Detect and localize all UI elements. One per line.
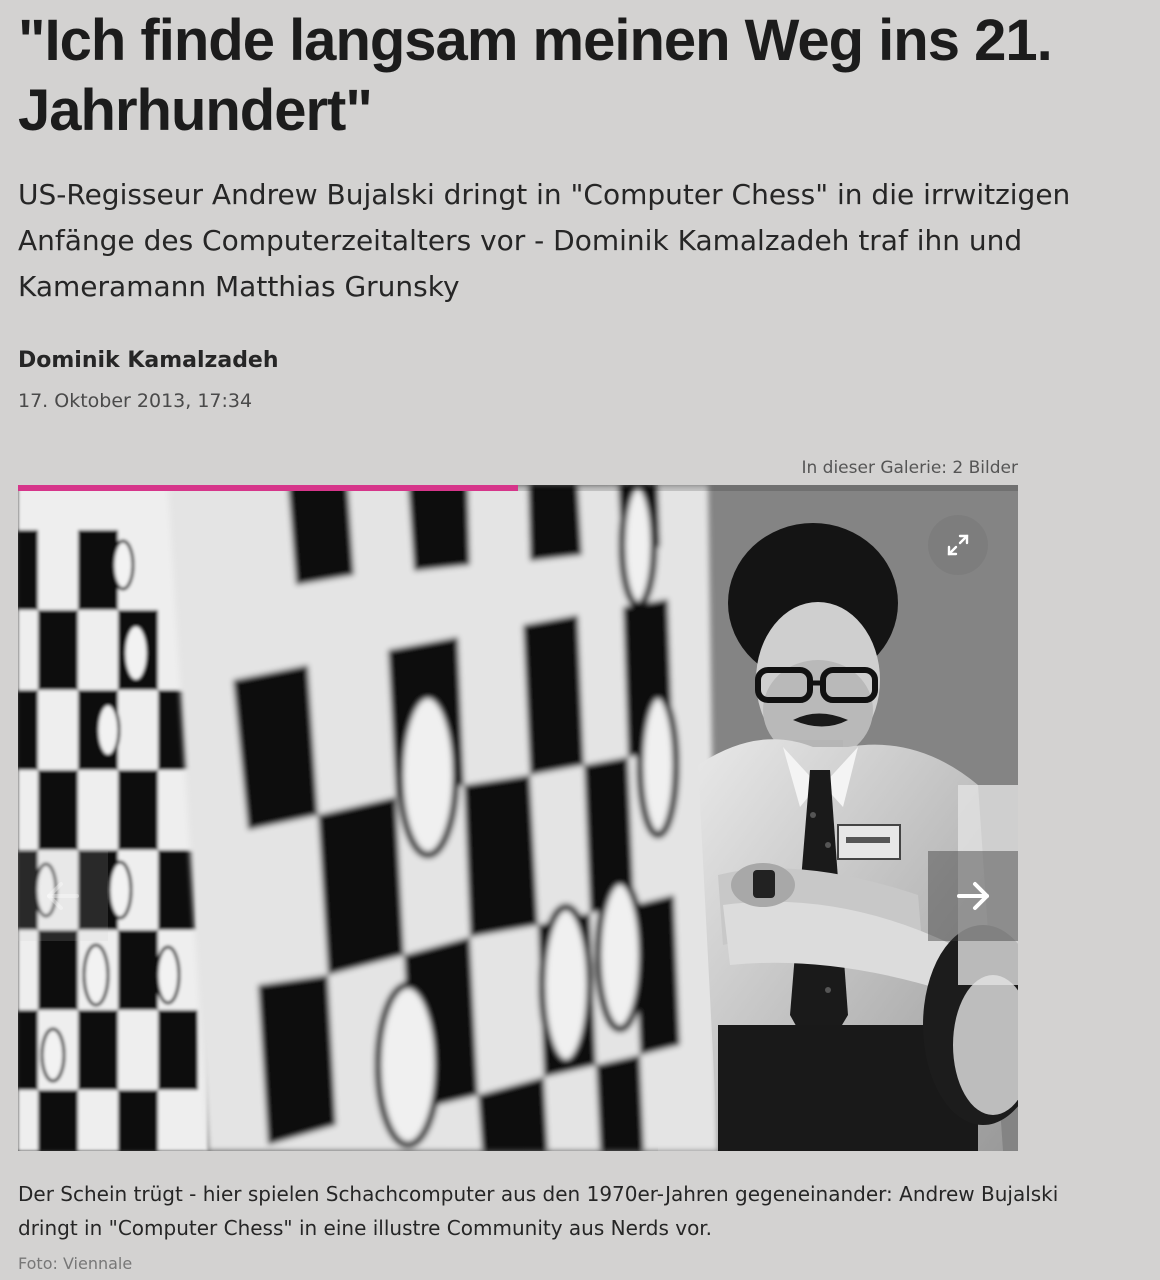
author-link[interactable]: Dominik Kamalzadeh (18, 348, 279, 373)
article-subline: US-Regisseur Andrew Bujalski dringt in "Computer Chess" in die irrwitzigen Anfänge des Computerzeitalters vor - Dominik Kamalzadeh traf ihn und Kameramann Matthias Grunsky (18, 178, 1071, 303)
image-gallery[interactable] (18, 485, 1018, 1151)
gallery-count: In dieser Galerie: 2 Bilder (801, 458, 1018, 478)
gallery-prev-button[interactable] (18, 851, 108, 941)
gallery-progress-fill (18, 485, 518, 491)
arrow-left-icon (43, 876, 83, 916)
gallery-caption: Der Schein trügt - hier spielen Schachcomputer aus den 1970er-Jahren gegeneinander: Andrew Bujalski dringt in "Computer Chess" in eine illustre Community aus Nerds vor. (18, 1182, 1059, 1240)
article-headline: "Ich finde langsam meinen Weg ins 21. Jahrhundert" (18, 8, 1052, 143)
expand-button[interactable] (928, 515, 988, 575)
publish-date: 17. Oktober 2013, 17:34 (18, 390, 253, 412)
gallery-progress (18, 485, 1018, 491)
arrow-right-icon (953, 876, 993, 916)
gallery-next-button[interactable] (928, 851, 1018, 941)
expand-icon (943, 530, 973, 560)
photo-credit: Foto: Viennale (18, 1254, 133, 1273)
gallery-photo[interactable] (18, 485, 1018, 1151)
